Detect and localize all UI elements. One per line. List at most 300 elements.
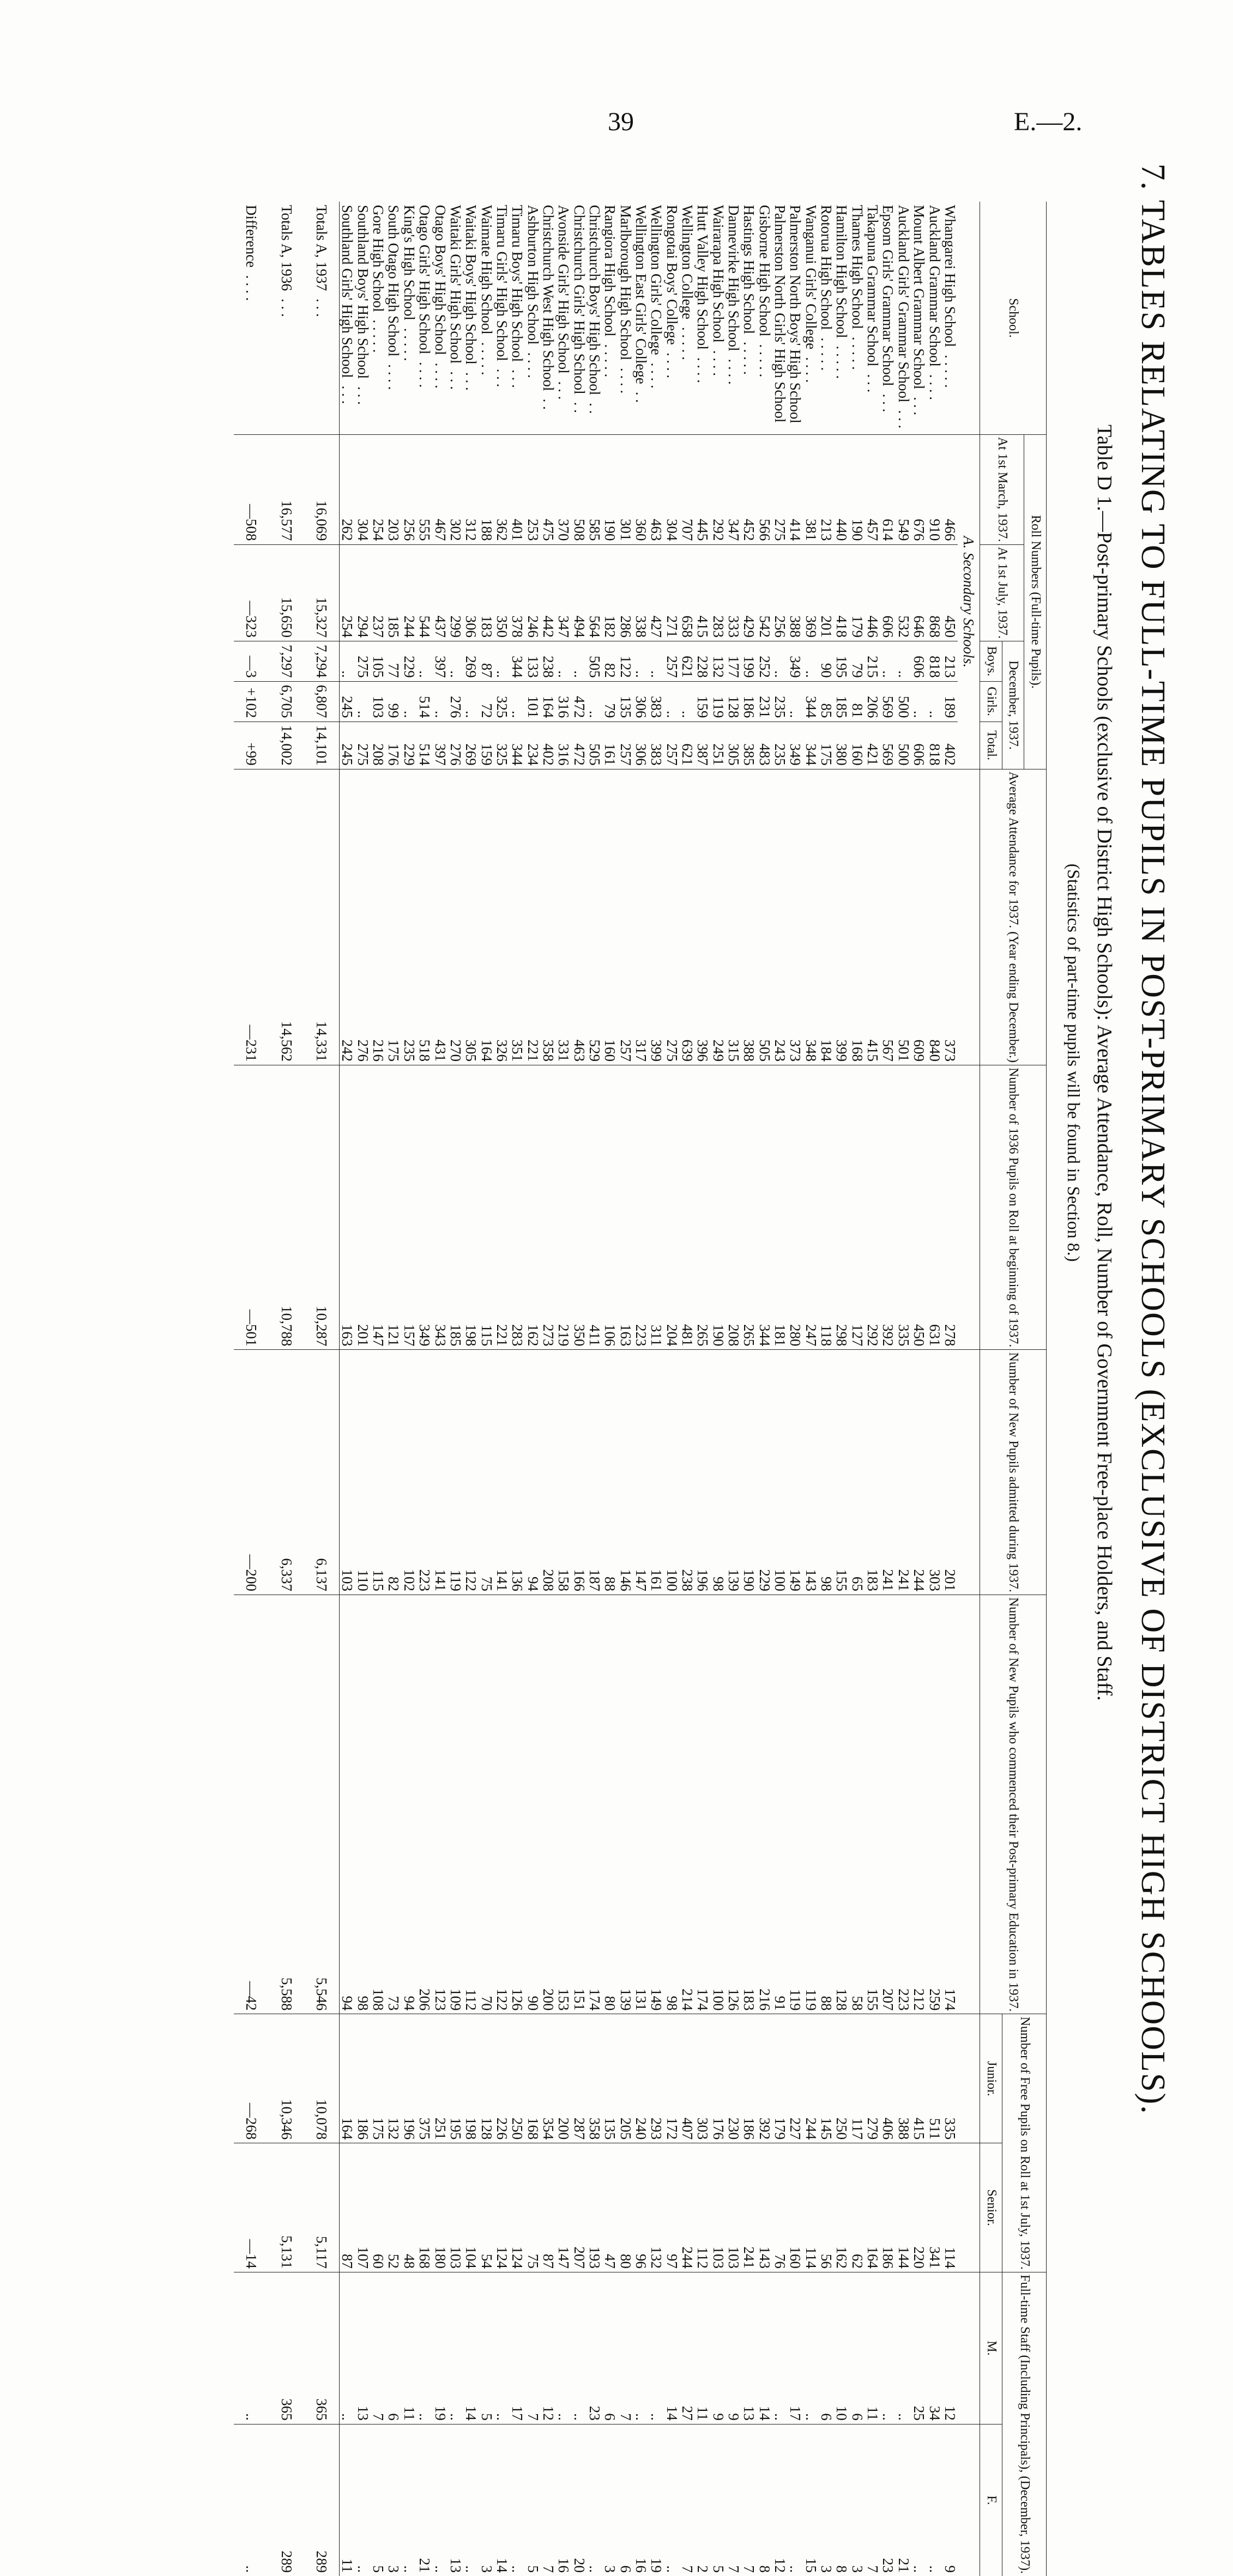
school-name-cell — [927, 202, 942, 434]
new-pupils-cell: 141 — [494, 1350, 510, 1595]
senior-free-cell: 193 — [587, 2143, 602, 2272]
girls-cell: +102 — [234, 681, 269, 722]
new-pupils-cell: 136 — [510, 1350, 525, 1595]
average-attendance-cell: 609 — [911, 769, 927, 1065]
senior-free-cell: 47 — [602, 2143, 618, 2272]
at-july-cell: 182 — [602, 544, 618, 641]
junior-free-cell: 195 — [448, 2014, 463, 2143]
senior-free-cell: —14 — [234, 2143, 269, 2272]
at-july-cell: 564 — [587, 544, 602, 641]
average-attendance-cell: 373 — [788, 769, 803, 1065]
new-post-primary-cell: 153 — [556, 1595, 571, 2014]
roll-1936-cell: 127 — [849, 1065, 865, 1350]
table-row — [587, 202, 602, 2576]
at-march-cell: 414 — [788, 434, 803, 544]
staff-female-cell: 5 — [710, 2565, 727, 2573]
school-name-cell — [541, 202, 556, 434]
leader-dots: . . — [633, 391, 649, 403]
senior-free-cell: 144 — [896, 2143, 911, 2272]
roll-1936-cell: 481 — [680, 1065, 695, 1350]
senior-free-cell: 241 — [741, 2143, 757, 2272]
junior-free-cell: 358 — [587, 2014, 602, 2143]
boys-cell: .. — [880, 641, 896, 682]
roll-1936-cell: 411 — [587, 1065, 602, 1350]
average-attendance-cell: 840 — [927, 769, 942, 1065]
total-cell: 402 — [541, 722, 556, 769]
at-july-cell: 254 — [340, 544, 355, 641]
new-post-primary-cell: 5,546 — [304, 1595, 340, 2014]
roll-1936-cell: 349 — [417, 1065, 432, 1350]
school-name: Palmerston North Boys' High School — [787, 205, 804, 423]
total-cell: 234 — [525, 722, 540, 769]
girls-cell: .. — [788, 681, 803, 722]
total-cell: 269 — [463, 722, 479, 769]
average-attendance-cell: 275 — [664, 769, 679, 1065]
total-cell: 14,002 — [269, 722, 304, 769]
staff-female-cell: 3 — [478, 2565, 495, 2573]
at-march-cell: 347 — [726, 434, 741, 544]
boys-cell: 7,297 — [269, 641, 304, 682]
average-attendance-cell: 216 — [371, 769, 386, 1065]
at-july-cell: 338 — [633, 544, 649, 641]
senior-free-cell: 220 — [911, 2143, 927, 2272]
boys-cell: 275 — [355, 641, 370, 682]
roll-1936-cell: 10,287 — [304, 1065, 340, 1350]
staff-male-cell: 17 — [510, 2272, 525, 2424]
roll-1936-cell: 631 — [927, 1065, 942, 1350]
at-march-cell: 203 — [386, 434, 401, 544]
new-pupils-cell: 98 — [710, 1350, 726, 1595]
staff-female-cell: 7 — [679, 2565, 696, 2573]
at-july-cell: 450 — [942, 544, 958, 641]
staff-male-cell: 27 — [680, 2272, 695, 2424]
new-post-primary-cell: 94 — [402, 1595, 417, 2014]
girls-cell: .. — [680, 681, 695, 722]
average-attendance-cell: 235 — [402, 769, 417, 1065]
roll-1936-cell: 121 — [386, 1065, 401, 1350]
staff-female-cell: 7 — [540, 2565, 557, 2573]
at-march-cell: 16,069 — [304, 434, 340, 544]
boys-cell: 215 — [865, 641, 880, 682]
total-cell: 316 — [556, 722, 571, 769]
total-cell: 251 — [710, 722, 726, 769]
staff-female-cell: 3 — [385, 2565, 402, 2573]
new-post-primary-cell: 139 — [618, 1595, 633, 2014]
at-march-cell: 370 — [556, 434, 571, 544]
school-name-cell — [355, 202, 370, 434]
boys-cell: 252 — [757, 641, 772, 682]
school-name: Hastings High School — [741, 205, 758, 335]
girls-cell: 119 — [710, 681, 726, 722]
staff-male-cell: 13 — [741, 2272, 757, 2424]
new-post-primary-cell: 131 — [633, 1595, 649, 2014]
leader-dots: . . . — [447, 371, 464, 390]
at-july-cell: 246 — [525, 544, 540, 641]
junior-free-cell: 279 — [865, 2014, 880, 2143]
leader-dots: . . . — [880, 393, 897, 413]
school-name: Waitaki Girls' High School — [447, 205, 464, 364]
average-attendance-cell: 373 — [942, 769, 958, 1065]
school-name: Gisborne High School — [756, 205, 773, 337]
total-cell: 257 — [664, 722, 679, 769]
leader-dots: . . . — [278, 298, 295, 317]
school-name: Rangiora High School — [602, 205, 619, 337]
at-march-cell: 475 — [541, 434, 556, 544]
average-attendance-cell: —231 — [234, 769, 269, 1065]
new-pupils-cell: 75 — [479, 1350, 494, 1595]
at-july-cell: 378 — [510, 544, 525, 641]
staff-male-cell: .. — [448, 2272, 463, 2424]
average-attendance-cell: 326 — [494, 769, 510, 1065]
new-post-primary-cell: 119 — [788, 1595, 803, 2014]
roll-1936-cell: 147 — [371, 1065, 386, 1350]
girls-cell: 189 — [942, 681, 958, 722]
boys-cell: 229 — [402, 641, 417, 682]
junior-free-cell: 186 — [355, 2014, 370, 2143]
at-march-cell: 304 — [355, 434, 370, 544]
school-name-cell — [710, 202, 726, 434]
table-row — [432, 202, 448, 2576]
leader-dots: . . . . . — [941, 354, 958, 388]
at-july-cell: 350 — [494, 544, 510, 641]
senior-free-cell: 60 — [371, 2143, 386, 2272]
school-name-cell — [834, 202, 849, 434]
staff-female-cell: 15 — [802, 2558, 819, 2573]
total-cell: 306 — [633, 722, 649, 769]
senior-free-cell: 62 — [849, 2143, 865, 2272]
new-pupils-cell: 119 — [448, 1350, 463, 1595]
staff-female-cell: 23 — [880, 2558, 897, 2573]
new-post-primary-cell: 223 — [896, 1595, 911, 2014]
roll-1936-cell: 450 — [911, 1065, 927, 1350]
staff-female-cell: 8 — [756, 2565, 773, 2573]
new-post-primary-cell: 151 — [571, 1595, 587, 2014]
table-row — [726, 202, 741, 2576]
at-march-cell: 463 — [649, 434, 664, 544]
school-name: Epsom Girls' Grammar School — [880, 205, 897, 386]
school-name-cell — [896, 202, 911, 434]
staff-male-cell: 14 — [463, 2272, 479, 2424]
senior-free-cell: 162 — [834, 2143, 849, 2272]
at-july-cell: 15,327 — [304, 544, 340, 641]
total-cell: 159 — [479, 722, 494, 769]
average-attendance-cell: 175 — [386, 769, 401, 1065]
school-name: Timaru Boys' High School — [509, 205, 526, 362]
total-cell: 514 — [417, 722, 432, 769]
senior-free-cell: 180 — [432, 2143, 448, 2272]
boys-cell: 122 — [618, 641, 633, 682]
senior-free-cell: 160 — [788, 2143, 803, 2272]
table-row — [896, 202, 911, 2576]
junior-free-cell: 250 — [834, 2014, 849, 2143]
leader-dots: . . . — [354, 386, 371, 405]
girls-cell: .. — [432, 681, 448, 722]
boys-cell: .. — [803, 641, 818, 682]
table-row — [741, 202, 757, 2576]
table-row — [541, 202, 556, 2576]
average-attendance-cell: 242 — [340, 769, 355, 1065]
table-row — [927, 202, 942, 2576]
staff-male-cell: 5 — [479, 2272, 494, 2424]
staff-female-cell: 289 — [304, 2424, 340, 2576]
table-row — [417, 202, 432, 2576]
school-name: Dannevirke High School — [726, 205, 742, 351]
school-name: Wellington College — [679, 205, 696, 320]
roll-1936-cell: 163 — [340, 1065, 355, 1350]
senior-free-cell: 97 — [664, 2143, 679, 2272]
school-name: Christchurch Boys' High School — [586, 205, 603, 396]
at-july-cell: 179 — [849, 544, 865, 641]
leader-dots: . . . — [339, 385, 356, 404]
boys-cell: 90 — [819, 641, 834, 682]
at-july-cell: —323 — [234, 544, 269, 641]
total-cell: 621 — [680, 722, 695, 769]
school-name-cell — [772, 202, 788, 434]
senior-free-cell: 147 — [556, 2143, 571, 2272]
table-row — [680, 202, 695, 2576]
school-name-cell — [386, 202, 401, 434]
at-march-cell: 555 — [417, 434, 432, 544]
leader-dots: . . . . . — [756, 344, 773, 378]
school-name-cell — [633, 202, 649, 434]
new-pupils-cell: 103 — [340, 1350, 355, 1595]
new-post-primary-cell: 155 — [865, 1595, 880, 2014]
leader-dots: . . . . . — [401, 328, 418, 361]
leader-dots: . . . . . — [833, 346, 850, 379]
header-new-pupils: Number of New Pupils admitted during 1937. — [980, 1350, 1047, 1595]
new-pupils-cell: 143 — [803, 1350, 818, 1595]
main-title: 7. TABLES RELATING TO FULL-TIME PUPILS IN POST-PRIMARY SCHOOLS (EXCLUSIVE OF DISTRICT HIGH SCHOOLS). — [1134, 163, 1171, 2115]
average-attendance-cell: 270 — [448, 769, 463, 1065]
school-name-cell — [880, 202, 896, 434]
roll-1936-cell: 208 — [726, 1065, 741, 1350]
school-name-cell — [479, 202, 494, 434]
at-march-cell: 302 — [448, 434, 463, 544]
at-july-cell: 868 — [927, 544, 942, 641]
new-pupils-cell: 139 — [726, 1350, 741, 1595]
school-name-cell — [788, 202, 803, 434]
table-row — [525, 202, 540, 2576]
new-pupils-cell: 196 — [695, 1350, 710, 1595]
at-july-cell: 183 — [479, 544, 494, 641]
at-july-cell: 388 — [788, 544, 803, 641]
staff-male-cell: 7 — [525, 2272, 540, 2424]
subsection-row — [958, 202, 980, 2576]
roll-1936-cell: 221 — [494, 1065, 510, 1350]
new-pupils-cell: 161 — [649, 1350, 664, 1595]
staff-male-cell: 14 — [757, 2272, 772, 2424]
school-name-cell — [803, 202, 818, 434]
at-july-cell: 271 — [664, 544, 679, 641]
new-pupils-cell: 223 — [417, 1350, 432, 1595]
boys-cell: 606 — [911, 641, 927, 682]
staff-female-cell: 3 — [602, 2565, 619, 2573]
boys-cell: —3 — [234, 641, 269, 682]
school-name-cell — [463, 202, 479, 434]
roll-1936-cell: 283 — [510, 1065, 525, 1350]
average-attendance-cell: 160 — [602, 769, 618, 1065]
staff-female-cell: 13 — [447, 2558, 464, 2573]
at-july-cell: 237 — [371, 544, 386, 641]
boys-cell: .. — [571, 641, 587, 682]
school-name: Difference — [243, 205, 260, 268]
table-row — [710, 202, 726, 2576]
school-name: Marlborough High School — [617, 205, 634, 360]
average-attendance-cell: 505 — [757, 769, 772, 1065]
table-row — [479, 202, 494, 2576]
staff-female-cell: 14 — [493, 2558, 510, 2573]
leader-dots: . . . . — [802, 357, 819, 383]
table-row — [633, 202, 649, 2576]
table-row — [772, 202, 788, 2576]
total-cell: 257 — [618, 722, 633, 769]
junior-free-cell: 179 — [772, 2014, 788, 2143]
boys-cell: 257 — [664, 641, 679, 682]
roll-1936-cell: 335 — [896, 1065, 911, 1350]
junior-free-cell: 135 — [602, 2014, 618, 2143]
roll-1936-cell: —501 — [234, 1065, 269, 1350]
junior-free-cell: 172 — [664, 2014, 679, 2143]
at-march-cell: 362 — [494, 434, 510, 544]
total-cell: 483 — [757, 722, 772, 769]
at-march-cell: 301 — [618, 434, 633, 544]
new-post-primary-cell: 207 — [880, 1595, 896, 2014]
junior-free-cell: 226 — [494, 2014, 510, 2143]
senior-free-cell: 56 — [819, 2143, 834, 2272]
roll-1936-cell: 344 — [757, 1065, 772, 1350]
girls-cell: .. — [402, 681, 417, 722]
girls-cell: .. — [463, 681, 479, 722]
table-row — [510, 202, 525, 2576]
senior-free-cell: 143 — [757, 2143, 772, 2272]
junior-free-cell: 176 — [710, 2014, 726, 2143]
junior-free-cell: 186 — [741, 2014, 757, 2143]
average-attendance-cell: 243 — [772, 769, 788, 1065]
leader-dots: . . . . — [694, 357, 711, 383]
junior-free-cell: 335 — [942, 2014, 958, 2143]
table-caption: Table D 1.—Post-primary Schools (exclusive of District High Schools): Average Attendance, Roll, Number of Government Free-place Holders, and Staff. — [1093, 425, 1116, 1701]
school-name-cell — [556, 202, 571, 434]
senior-free-cell: 168 — [417, 2143, 432, 2272]
new-pupils-cell: 187 — [587, 1350, 602, 1595]
total-cell: 402 — [942, 722, 958, 769]
average-attendance-cell: 14,562 — [269, 769, 304, 1065]
school-name-cell — [618, 202, 633, 434]
school-name-cell — [371, 202, 386, 434]
school-name: Waimate High School — [478, 205, 495, 335]
school-name-cell — [664, 202, 679, 434]
roll-1936-cell: 278 — [942, 1065, 958, 1350]
girls-cell: 185 — [834, 681, 849, 722]
roll-1936-cell: 292 — [865, 1065, 880, 1350]
new-pupils-cell: 146 — [618, 1350, 633, 1595]
new-post-primary-cell: 122 — [494, 1595, 510, 2014]
at-july-cell: 606 — [880, 544, 896, 641]
school-name: Mount Albert Grammar School — [911, 205, 928, 390]
table-row — [865, 202, 880, 2576]
school-name-cell — [510, 202, 525, 434]
girls-cell: .. — [927, 681, 942, 722]
boys-cell: .. — [896, 641, 911, 682]
junior-free-cell: 250 — [510, 2014, 525, 2143]
total-cell: 276 — [448, 722, 463, 769]
staff-male-cell: .. — [234, 2272, 269, 2424]
average-attendance-cell: 529 — [587, 769, 602, 1065]
at-march-cell: 16,577 — [269, 434, 304, 544]
school-name-cell — [726, 202, 741, 434]
total-cell: +99 — [234, 722, 269, 769]
staff-female-cell: 8 — [833, 2565, 850, 2573]
total-cell: 397 — [432, 722, 448, 769]
at-july-cell: 494 — [571, 544, 587, 641]
girls-cell: 135 — [618, 681, 633, 722]
at-march-cell: 188 — [479, 434, 494, 544]
junior-free-cell: 251 — [432, 2014, 448, 2143]
new-post-primary-cell: 88 — [819, 1595, 834, 2014]
data-table — [234, 202, 1047, 2576]
table-row — [494, 202, 510, 2576]
roll-1936-cell: 157 — [402, 1065, 417, 1350]
header-school: School. — [980, 202, 1047, 434]
school-name-cell — [695, 202, 710, 434]
junior-free-cell: 392 — [757, 2014, 772, 2143]
new-pupils-cell: 201 — [942, 1350, 958, 1595]
staff-female-cell: .. — [586, 2565, 603, 2573]
at-march-cell: 401 — [510, 434, 525, 544]
at-march-cell: 275 — [772, 434, 788, 544]
boys-cell: .. — [417, 641, 432, 682]
header-total: Total. — [980, 722, 1002, 769]
new-pupils-cell: 141 — [432, 1350, 448, 1595]
staff-female-cell: 20 — [571, 2558, 588, 2573]
at-july-cell: 437 — [432, 544, 448, 641]
staff-male-cell: 11 — [402, 2272, 417, 2424]
at-march-cell: 452 — [741, 434, 757, 544]
senior-free-cell: 5,131 — [269, 2143, 304, 2272]
at-march-cell: 566 — [757, 434, 772, 544]
leader-dots: . . . — [493, 368, 510, 387]
junior-free-cell: 375 — [417, 2014, 432, 2143]
leader-dots: . . . — [865, 374, 881, 393]
staff-male-cell: 6 — [849, 2272, 865, 2424]
table-row — [602, 202, 618, 2576]
new-post-primary-cell: 91 — [772, 1595, 788, 2014]
at-march-cell: 508 — [571, 434, 587, 544]
table-row — [386, 202, 401, 2576]
school-name-cell — [587, 202, 602, 434]
table-body — [234, 202, 980, 2576]
leader-dots: . . . . — [524, 352, 541, 378]
table-row — [571, 202, 587, 2576]
school-name: Otago Girls' High School — [416, 205, 433, 355]
at-march-cell: 262 — [340, 434, 355, 544]
new-post-primary-cell: 100 — [710, 1595, 726, 2014]
girls-cell: .. — [510, 681, 525, 722]
school-name-cell — [757, 202, 772, 434]
new-pupils-cell: 94 — [525, 1350, 540, 1595]
new-pupils-cell: 122 — [463, 1350, 479, 1595]
new-post-primary-cell: 123 — [432, 1595, 448, 2014]
girls-cell: 383 — [649, 681, 664, 722]
at-march-cell: 312 — [463, 434, 479, 544]
staff-male-cell: 13 — [355, 2272, 370, 2424]
new-post-primary-cell: 212 — [911, 1595, 927, 2014]
average-attendance-cell: 331 — [556, 769, 571, 1065]
new-pupils-cell: 149 — [788, 1350, 803, 1595]
roll-1936-cell: 311 — [649, 1065, 664, 1350]
school-name-cell — [649, 202, 664, 434]
senior-free-cell: 103 — [710, 2143, 726, 2272]
